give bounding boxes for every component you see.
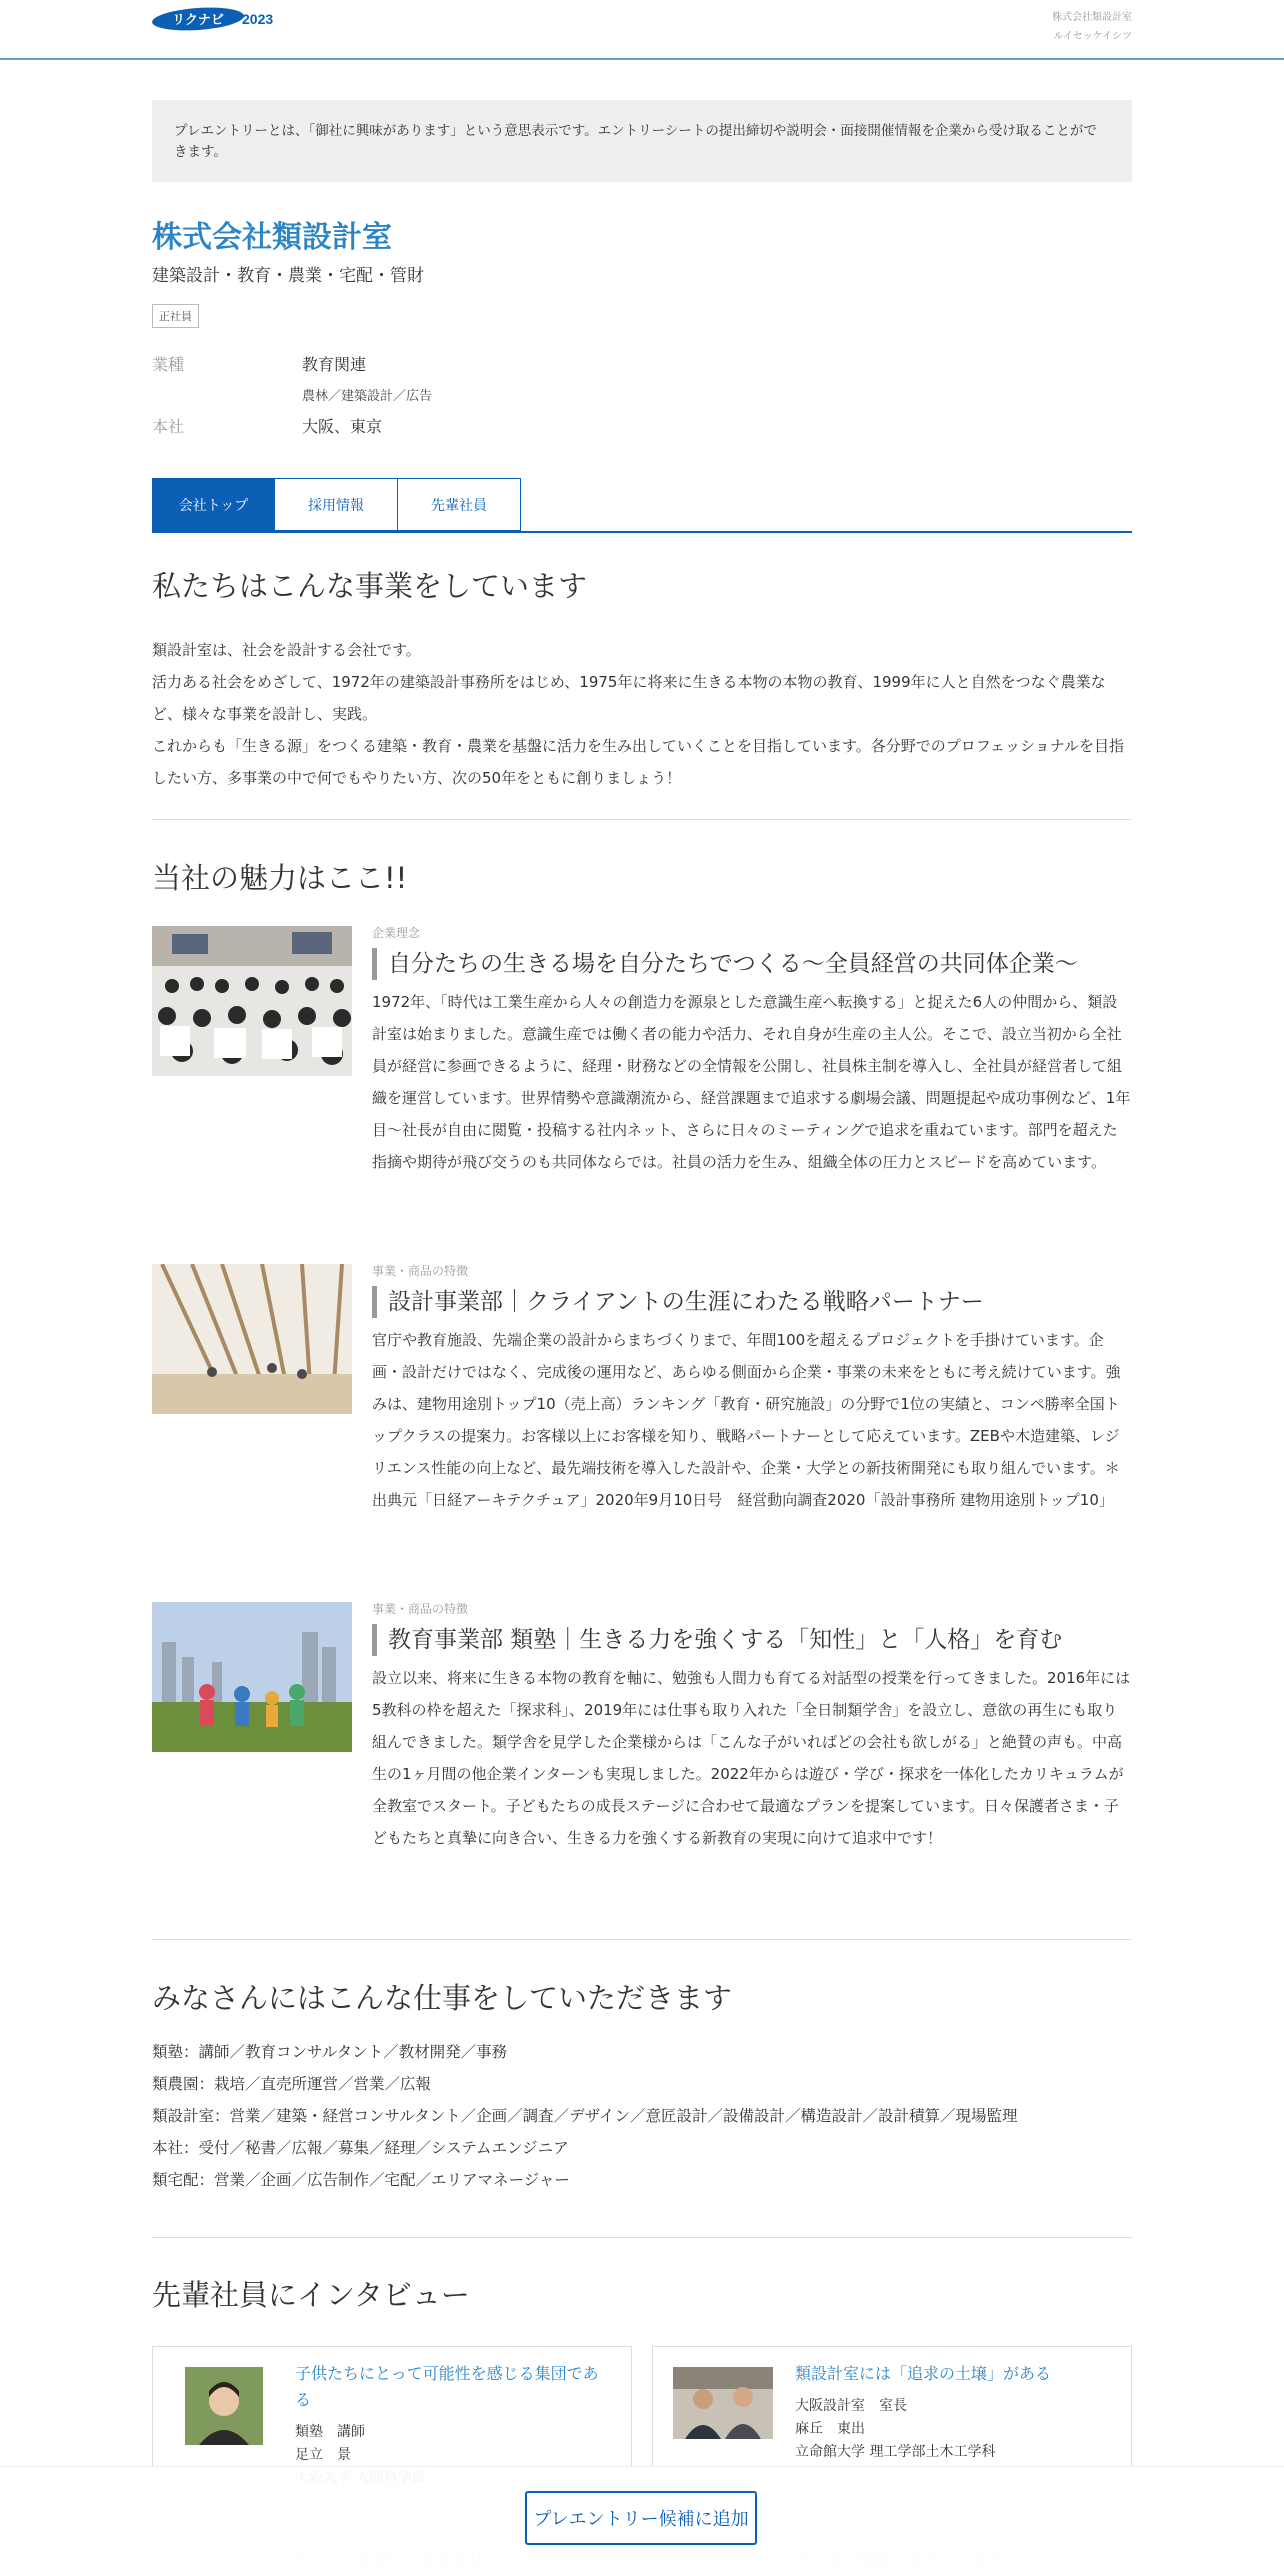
employee-photo [673, 2367, 773, 2439]
employee-school: 立命館大学 理工学部土木工学科 [795, 2444, 996, 2460]
appeal-text: 1972年、「時代は工業生産から人々の創造力を源泉とした意識生産へ転換する」と捉えた6人の仲間から、類設計室は始まりました。意識生産では働く者の能力や活力、それ自身が生産の主人公。そこで、設立当初から全社員が経営に参画できるように、経理・財務などの全情報を公開し、社員株主制を導入し、全社員が経営者して組織を運営しています。世界情勢や意識潮流から、経営課題まで追求する劇場会議、問題提起や成功事例など、1年目～社長が自由に閲覧・投稿する社内ネット、さらに日々のミーティングで追求を重ねています。部門を超えた指摘や期待が飛び交うのも共同体ならでは。社員の活力を生み、組織全体の圧力とスピードを高めています。 [372, 993, 1131, 1171]
header-company-info [1052, 8, 1132, 46]
company-info-table [152, 352, 1132, 452]
entry-bar [0, 2466, 1284, 2568]
employee-name: 足立 景 [295, 2447, 351, 2463]
site-header [0, 0, 1284, 60]
add-pre-entry-button[interactable]: プレエントリー候補に追加 [525, 2491, 757, 2545]
interview-meta [795, 2395, 1105, 2464]
company-tabs [152, 478, 1132, 533]
company-business-lines: 建築設計・教育・農業・宅配・管財 [152, 266, 424, 286]
tab-company-top[interactable]: 会社トップ [152, 478, 275, 531]
job-line: 類農園：栽培／直売所運営／営業／広報 [152, 2075, 432, 2093]
section-divider [152, 2237, 1132, 2238]
appeal-text: 官庁や教育施設、先端企業の設計からまちづくりまで、年間100を超えるプロジェクトを手掛けています。企画・設計だけではなく、完成後の運用など、あらゆる側面から企業・事業の未来をともに考え続けています。強みは、建物用途別トップ10（売上高）ランキング「教育・研究施設」の分野で1位の実績と、コンペ勝率全国トップクラスの提案力。お客様以上にお客様を知り、戦略パートナーとして応えています。ZEBや木造建築、レジリエンス性能の向上など、最先端技術を導入した設計や、企業・大学との新技術開発にも取り組んでいます。＊出典元「日経アーキテクチュア」2020年9月10日号 経営動向調査2020「設計事務所 建物用途別トップ10」 [372, 1331, 1121, 1509]
hq-label: 本社 [152, 417, 185, 436]
appeal-heading: 当社の魅力はここ!! [152, 861, 408, 895]
industry-main: 教育関連 [302, 355, 367, 374]
employee-photo [185, 2367, 263, 2445]
employee-dept: 大阪設計室 室長 [795, 2398, 907, 2414]
interview-heading-wrap [152, 2275, 1132, 2315]
pre-entry-notice [152, 100, 1132, 182]
appeal-title: 教育事業部 類塾｜生きる力を強くする「知性」と「人格」を育む [372, 1624, 1132, 1656]
hq-value: 大阪、東京 [302, 417, 383, 436]
business-description [152, 634, 1132, 794]
section-divider [152, 819, 1132, 820]
job-line: 類塾：講師／教育コンサルタント／教材開発／事務 [152, 2043, 508, 2061]
appeal-body [372, 1262, 1132, 1516]
company-name: 株式会社類設計室 [152, 220, 392, 255]
interview-heading: 先輩社員にインタビュー [152, 2278, 470, 2312]
appeal-category: 事業・商品の特徴 [372, 1264, 469, 1278]
industry-sub: 農林／建築設計／広告 [302, 389, 433, 404]
job-line: 本社：受付／秘書／広報／募集／経理／システムエンジニア [152, 2139, 569, 2157]
library-photo [152, 1264, 352, 1414]
tab-senior-employees[interactable]: 先輩社員 [398, 478, 521, 531]
appeal-title: 自分たちの生きる場を自分たちでつくる～全員経営の共同体企業～ [372, 948, 1132, 980]
family-photo [152, 1602, 352, 1752]
industry-label: 業種 [152, 355, 185, 374]
appeal-category: 企業理念 [372, 926, 421, 940]
business-line-1: 類設計室は、社会を設計する会社です。 [152, 641, 421, 659]
business-line-2: 活力ある社会をめざして、1972年の建築設計事務所をはじめ、1975年に将来に生きる本物の本物の教育、1999年に人と自然をつなぐ農業など、様々な事業を設計し、実践。 [152, 673, 1106, 723]
interview-title[interactable]: 子供たちにとって可能性を感じる集団である [295, 2364, 599, 2409]
interview-title[interactable]: 類設計室には「追求の土壌」がある [795, 2364, 1052, 2383]
interview-card-body [795, 2361, 1105, 2464]
section-divider [152, 1939, 1132, 1940]
employee-dept: 類塾 講師 [295, 2424, 365, 2440]
appeal-body [372, 924, 1132, 1178]
jobs-heading: みなさんにはこんな仕事をしていただきます [152, 1981, 733, 2015]
logo-text: リクナビ [172, 13, 224, 28]
business-heading: 私たちはこんな事業をしています [152, 569, 588, 603]
company-summary [152, 218, 1132, 328]
rikunabi-logo[interactable] [152, 6, 273, 32]
notice-text: プレエントリーとは、「御社に興味があります」という意思表示です。エントリーシートの提出締切や説明会・面接開催情報を企業から受け取ることができます。 [174, 123, 1097, 160]
appeal-category: 事業・商品の特徴 [372, 1602, 469, 1616]
appeal-heading-wrap [152, 858, 1132, 898]
logo-mark-icon [152, 6, 248, 32]
header-company-name: 株式会社類設計室 [1052, 12, 1132, 23]
tab-recruitment-info[interactable]: 採用情報 [275, 478, 398, 531]
appeal-body [372, 1600, 1132, 1854]
appeal-list [152, 924, 1132, 1924]
appeal-text: 設立以来、将来に生きる本物の教育を軸に、勉強も人間力も育てる対話型の授業を行ってきました。2016年には5教科の枠を超えた「探求科」、2019年には仕事も取り入れた「全日制類学舎」を設立し、意欲の再生にも取り組んできました。類学舎を見学した企業様からは「こんな子がいればどの会社も欲しがる」と絶賛の声も。中高生の1ヶ月間の他企業インターンも実現しました。2022年からは遊び・学び・探求を一体化したカリキュラムが全教室でスタート。子どもたちの成長ステージに合わせて最適なプランを提案しています。日々保護者さま・子どもたちと真摯に向き合い、生きる力を強くする新教育の実現に向けて追求中です！ [372, 1669, 1131, 1847]
seminar-photo [152, 926, 352, 1076]
job-line: 類宅配：営業／企画／広告制作／宅配／エリアマネージャー [152, 2171, 570, 2189]
employment-type-badge: 正社員 [152, 304, 199, 328]
business-section [152, 566, 1132, 794]
job-line: 類設計室：営業／建築・経営コンサルタント／企画／調査／デザイン／意匠設計／設備設計／構造設計／設計積算／現場監理 [152, 2107, 1018, 2125]
jobs-list [152, 2036, 1132, 2196]
jobs-section [152, 1978, 1132, 2196]
employee-name: 麻丘 東出 [795, 2421, 865, 2437]
header-company-kana: ルイセッケイシツ [1053, 31, 1132, 42]
business-line-3: これからも「生きる源」をつくる建築・教育・農業を基盤に活力を生み出していくことを目指しています。各分野でのプロフェッショナルを目指したい方、多事業の中で何でもやりたい方、次の50年をともに創りましょう！ [152, 737, 1125, 787]
logo-year: 2023 [242, 11, 274, 27]
appeal-title: 設計事業部｜クライアントの生涯にわたる戦略パートナー [372, 1286, 1132, 1318]
industry-value [302, 352, 902, 404]
